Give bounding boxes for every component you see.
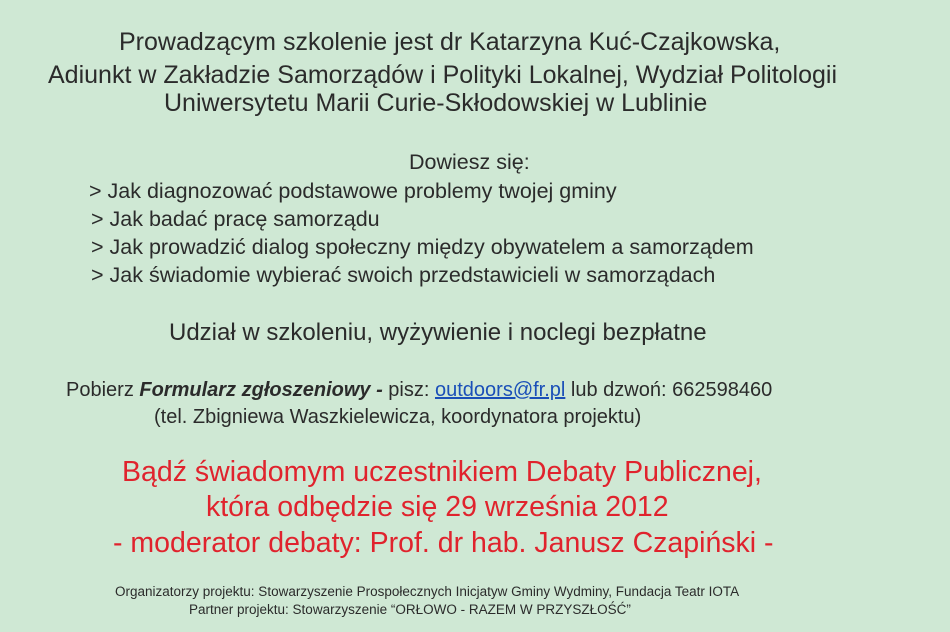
learn-item-1: > Jak diagnozować podstawowe problemy twojej gminy: [89, 179, 617, 203]
debate-line-2: która odbędzie się 29 września 2012: [206, 491, 669, 523]
learn-item-2: > Jak badać pracę samorządu: [91, 207, 380, 231]
form-label: Formularz zgłoszeniowy -: [139, 379, 383, 401]
trainer-line-2: Adiunkt w Zakładzie Samorządów i Polityki Lokalnej, Wydział Politologii: [48, 61, 838, 89]
contact-mid: pisz:: [382, 379, 435, 401]
contact-prefix: Pobierz: [66, 379, 140, 401]
trainer-line-1: Prowadzącym szkolenie jest dr Katarzyna Kuć-Czajkowska,: [119, 28, 781, 56]
trainer-line-3: Uniwersytetu Marii Curie-Skłodowskiej w Lublinie: [164, 89, 708, 117]
free-note: Udział w szkoleniu, wyżywienie i noclegi bezpłatne: [169, 319, 707, 346]
footer-partner: Partner projektu: Stowarzyszenie “ORŁOWO - RAZEM W PRZYSZŁOŚĆ”: [189, 602, 631, 617]
contact-phone: lub dzwoń: 662598460: [565, 379, 773, 401]
footer-organizers: Organizatorzy projektu: Stowarzyszenie Prospołecznych Inicjatyw Gminy Wydminy, Fundacja Teatr IOTA: [115, 584, 740, 599]
learn-item-4: > Jak świadomie wybierać swoich przedstawicieli w samorządach: [91, 263, 716, 287]
email-link[interactable]: outdoors@fr.pl: [434, 379, 566, 401]
contact-note: (tel. Zbigniewa Waszkielewicza, koordynatora projektu): [154, 406, 642, 428]
debate-line-3: - moderator debaty: Prof. dr hab. Janusz Czapiński -: [113, 527, 774, 559]
learn-heading: Dowiesz się:: [409, 150, 530, 174]
contact-line: [66, 379, 772, 402]
learn-item-3: > Jak prowadzić dialog społeczny między obywatelem a samorządem: [91, 235, 754, 259]
debate-line-1: Bądź świadomym uczestnikiem Debaty Publicznej,: [122, 456, 762, 488]
